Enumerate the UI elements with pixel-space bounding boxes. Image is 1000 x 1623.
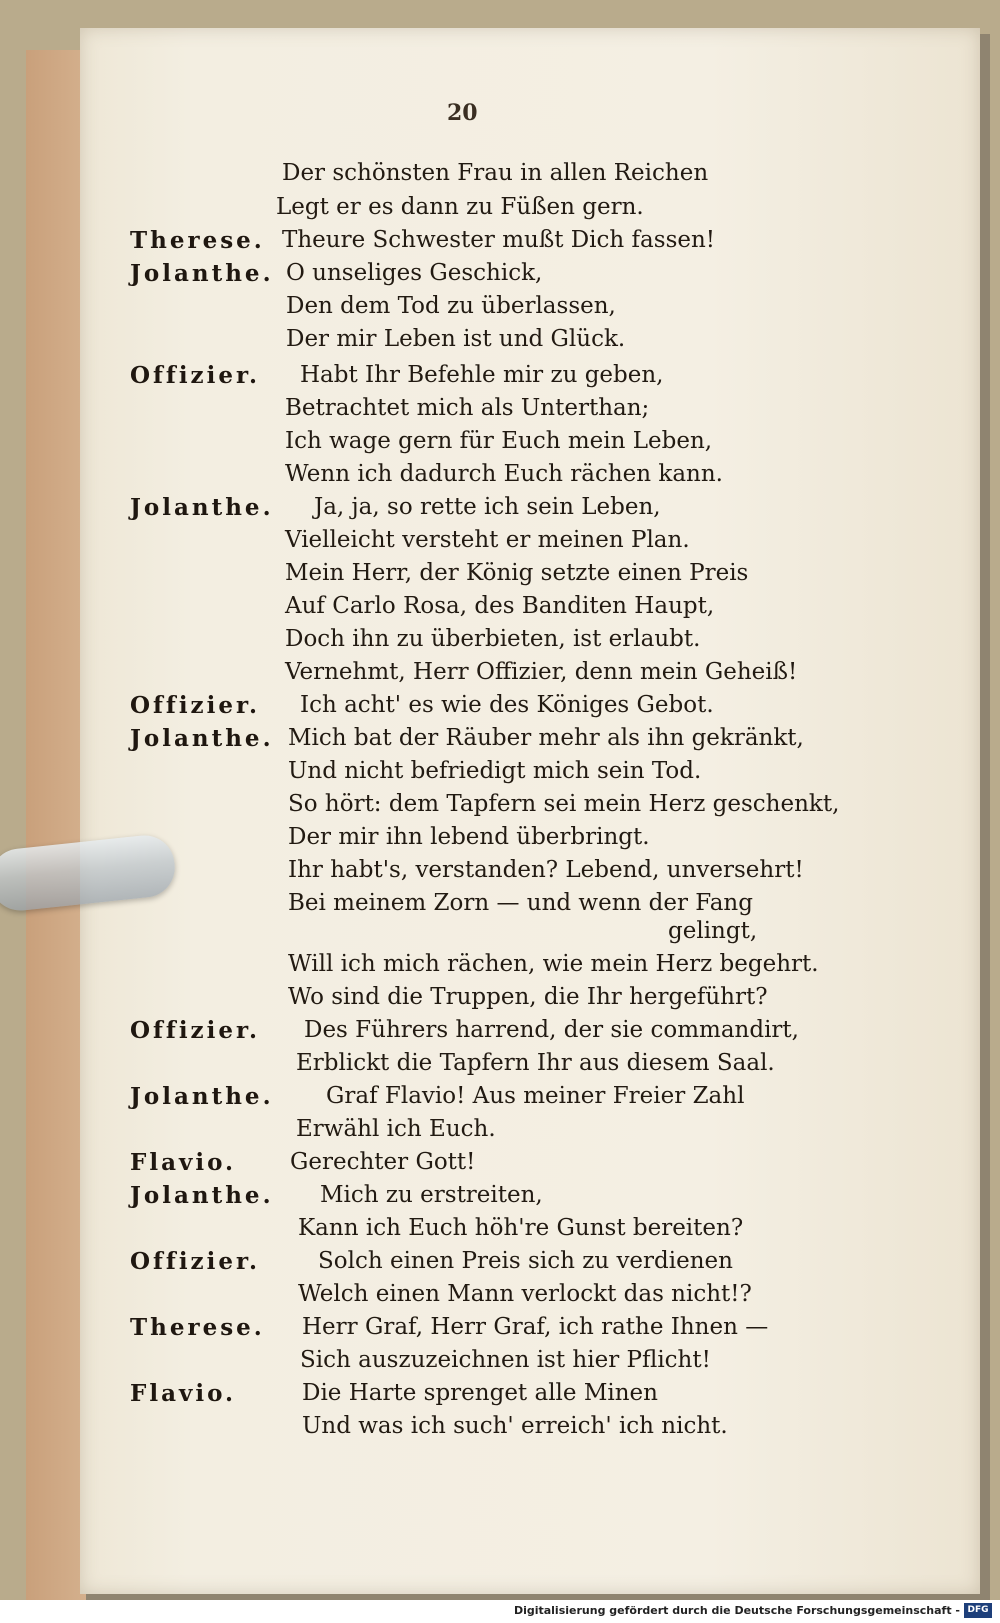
verse-line: Mein Herr, der König setzte einen Preis (285, 560, 749, 586)
verse-line: Ihr habt's, verstanden? Lebend, unversehrt! (288, 857, 804, 883)
verse-line: Mich bat der Räuber mehr als ihn gekränkt, (288, 725, 804, 751)
verse-line: Mich zu erstreiten, (320, 1182, 543, 1208)
speaker-name: Jolanthe. (130, 494, 274, 521)
speaker-name: Offizier. (130, 692, 261, 719)
verse-line: Graf Flavio! Aus meiner Freier Zahl (326, 1083, 745, 1109)
verse-line: Den dem Tod zu überlassen, (286, 293, 616, 319)
verse-line: Gerechter Gott! (290, 1149, 476, 1175)
verse-line: Herr Graf, Herr Graf, ich rathe Ihnen — (302, 1314, 769, 1340)
verse-line: Auf Carlo Rosa, des Banditen Haupt, (285, 593, 715, 619)
verse-line: Kann ich Euch höh're Gunst bereiten? (298, 1215, 744, 1241)
verse-line: Ich acht' es wie des Königes Gebot. (300, 692, 714, 718)
speaker-name: Jolanthe. (130, 260, 274, 287)
verse-line: Welch einen Mann verlockt das nicht!? (298, 1281, 752, 1307)
verse-line: Und nicht befriedigt mich sein Tod. (288, 758, 702, 784)
speaker-name: Flavio. (130, 1380, 237, 1407)
speaker-name: Offizier. (130, 1017, 261, 1044)
verse-line: Die Harte sprenget alle Minen (302, 1380, 658, 1406)
verse-line: Solch einen Preis sich zu verdienen (318, 1248, 733, 1274)
verse-line: Doch ihn zu überbieten, ist erlaubt. (285, 626, 701, 652)
page-number: 20 (447, 100, 478, 126)
verse-line: Der mir Leben ist und Glück. (286, 326, 626, 352)
speaker-name: Flavio. (130, 1149, 237, 1176)
verse-line: Legt er es dann zu Füßen gern. (276, 194, 644, 220)
speaker-name: Offizier. (130, 362, 261, 389)
verse-line: Vernehmt, Herr Offizier, denn mein Geheiß! (285, 659, 798, 685)
verse-line: Bei meinem Zorn — und wenn der Fang (288, 890, 753, 916)
speaker-name: Jolanthe. (130, 1182, 274, 1209)
verse-line: Theure Schwester mußt Dich fassen! (282, 227, 716, 253)
verse-line: Wo sind die Truppen, die Ihr hergeführt? (288, 984, 768, 1010)
speaker-name: Offizier. (130, 1248, 261, 1275)
dfg-logo: DFG (964, 1603, 992, 1618)
speaker-name: Jolanthe. (130, 1083, 274, 1110)
verse-line: Und was ich such' erreich' ich nicht. (302, 1413, 728, 1439)
verse-line: Will ich mich rächen, wie mein Herz begehrt. (288, 951, 819, 977)
verse-line: gelingt, (668, 918, 758, 944)
verse-line: Der schönsten Frau in allen Reichen (282, 160, 709, 186)
verse-line: So hört: dem Tapfern sei mein Herz geschenkt, (288, 791, 840, 817)
verse-line: Vielleicht versteht er meinen Plan. (285, 527, 690, 553)
speaker-name: Therese. (130, 1314, 265, 1341)
speaker-name: Therese. (130, 227, 265, 254)
verse-line: Betrachtet mich als Unterthan; (285, 395, 650, 421)
verse-line: Des Führers harrend, der sie commandirt, (304, 1017, 799, 1043)
speaker-name: Jolanthe. (130, 725, 274, 752)
verse-line: Sich auszuzeichnen ist hier Pflicht! (300, 1347, 711, 1373)
verse-line: Erblickt die Tapfern Ihr aus diesem Saal. (296, 1050, 775, 1076)
verse-line: Ich wage gern für Euch mein Leben, (285, 428, 713, 454)
verse-line: Habt Ihr Befehle mir zu geben, (300, 362, 664, 388)
verse-line: Ja, ja, so rette ich sein Leben, (314, 494, 661, 520)
verse-line: O unseliges Geschick, (286, 260, 543, 286)
verse-line: Erwähl ich Euch. (296, 1116, 496, 1142)
verse-line: Wenn ich dadurch Euch rächen kann. (285, 461, 723, 487)
footer-credit: Digitalisierung gefördert durch die Deutsche Forschungsgemeinschaft - (513, 1604, 960, 1617)
verse-line: Der mir ihn lebend überbringt. (288, 824, 650, 850)
